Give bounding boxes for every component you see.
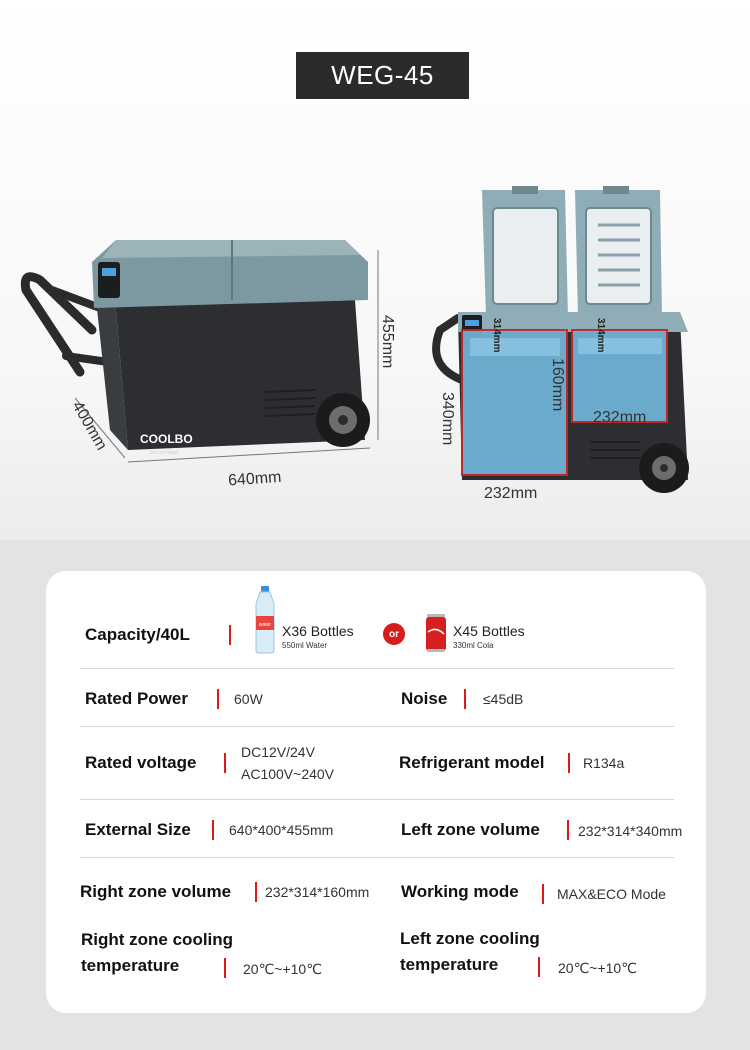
right-cooling-divider bbox=[224, 958, 226, 978]
cola-info bbox=[453, 623, 525, 650]
water-bottle-label: water bbox=[258, 622, 272, 628]
right-zone-volume-divider bbox=[255, 882, 257, 902]
open-fridge bbox=[436, 186, 689, 493]
capacity-divider bbox=[229, 625, 231, 645]
rated-voltage-dc: DC12V/24V bbox=[241, 744, 315, 760]
rated-power-value: 60W bbox=[234, 691, 263, 707]
dim-zone-depth-right: 314mm bbox=[595, 318, 606, 353]
water-count: X36 Bottles bbox=[282, 623, 354, 639]
or-badge: or bbox=[383, 623, 405, 645]
row-divider bbox=[80, 799, 674, 800]
working-mode-value: MAX&ECO Mode bbox=[557, 886, 666, 902]
rated-voltage-value bbox=[241, 741, 334, 785]
row-divider bbox=[80, 726, 674, 727]
noise-label: Noise bbox=[401, 689, 448, 708]
external-size-divider bbox=[212, 820, 214, 840]
right-cooling-value: 20℃~+10℃ bbox=[243, 961, 322, 977]
right-zone-volume-value: 232*314*160mm bbox=[265, 884, 370, 900]
rated-power-label: Rated Power bbox=[85, 689, 188, 708]
dim-width: 640mm bbox=[227, 468, 282, 490]
cola-can-icon bbox=[424, 612, 448, 654]
left-cooling-label: Left zone cooling bbox=[400, 929, 540, 948]
refrigerant-value: R134a bbox=[583, 755, 625, 771]
row-divider bbox=[80, 668, 674, 669]
refrigerant-divider bbox=[568, 753, 570, 773]
water-desc: 550ml Water bbox=[282, 641, 328, 650]
row-divider bbox=[80, 857, 674, 858]
model-badge: WEG-45 bbox=[296, 52, 469, 99]
dim-height: 455mm bbox=[379, 315, 396, 369]
refrigerant-label: Refrigerant model bbox=[399, 753, 545, 772]
cola-desc: 330ml Cola bbox=[453, 641, 494, 650]
closed-fridge bbox=[25, 240, 370, 456]
rated-voltage-ac: AC100V~240V bbox=[241, 766, 335, 782]
dim-right-zone-height: 160mm bbox=[549, 358, 566, 412]
right-zone-volume-label: Right zone volume bbox=[80, 882, 232, 901]
working-mode-label: Working mode bbox=[401, 882, 519, 901]
right-cooling-label: Right zone cooling bbox=[81, 930, 234, 949]
external-size-value: 640*400*455mm bbox=[229, 822, 334, 838]
dim-zone-depth-left: 314mm bbox=[491, 318, 502, 353]
left-cooling-divider bbox=[538, 957, 540, 977]
water-bottle-icon bbox=[250, 586, 280, 654]
right-cooling-label-2: temperature bbox=[81, 956, 180, 975]
dim-zone-width-right: 232mm bbox=[593, 409, 647, 426]
left-cooling-value: 20℃~+10℃ bbox=[558, 960, 637, 976]
cola-count: X45 Bottles bbox=[453, 623, 525, 639]
water-info bbox=[282, 623, 354, 650]
brand-tagline: Joy on Road bbox=[150, 450, 179, 456]
rated-power-divider bbox=[217, 689, 219, 709]
capacity-label: Capacity/40L bbox=[85, 625, 190, 644]
left-zone-volume-divider bbox=[567, 820, 569, 840]
external-size-label: External Size bbox=[85, 820, 191, 839]
noise-value: ≤45dB bbox=[483, 691, 524, 707]
dim-depth: 400mm bbox=[68, 398, 110, 454]
left-zone-volume-label: Left zone volume bbox=[401, 820, 540, 839]
working-mode-divider bbox=[542, 884, 544, 904]
brand-logo: COOLBO bbox=[140, 432, 193, 446]
left-zone-volume-value: 232*314*340mm bbox=[578, 823, 683, 839]
rated-voltage-label: Rated voltage bbox=[85, 753, 197, 772]
dim-zone-width-bottom: 232mm bbox=[484, 485, 538, 502]
noise-divider bbox=[464, 689, 466, 709]
rated-voltage-divider bbox=[224, 753, 226, 773]
left-cooling-label-2: temperature bbox=[400, 955, 499, 974]
dim-left-zone-height: 340mm bbox=[439, 392, 456, 446]
